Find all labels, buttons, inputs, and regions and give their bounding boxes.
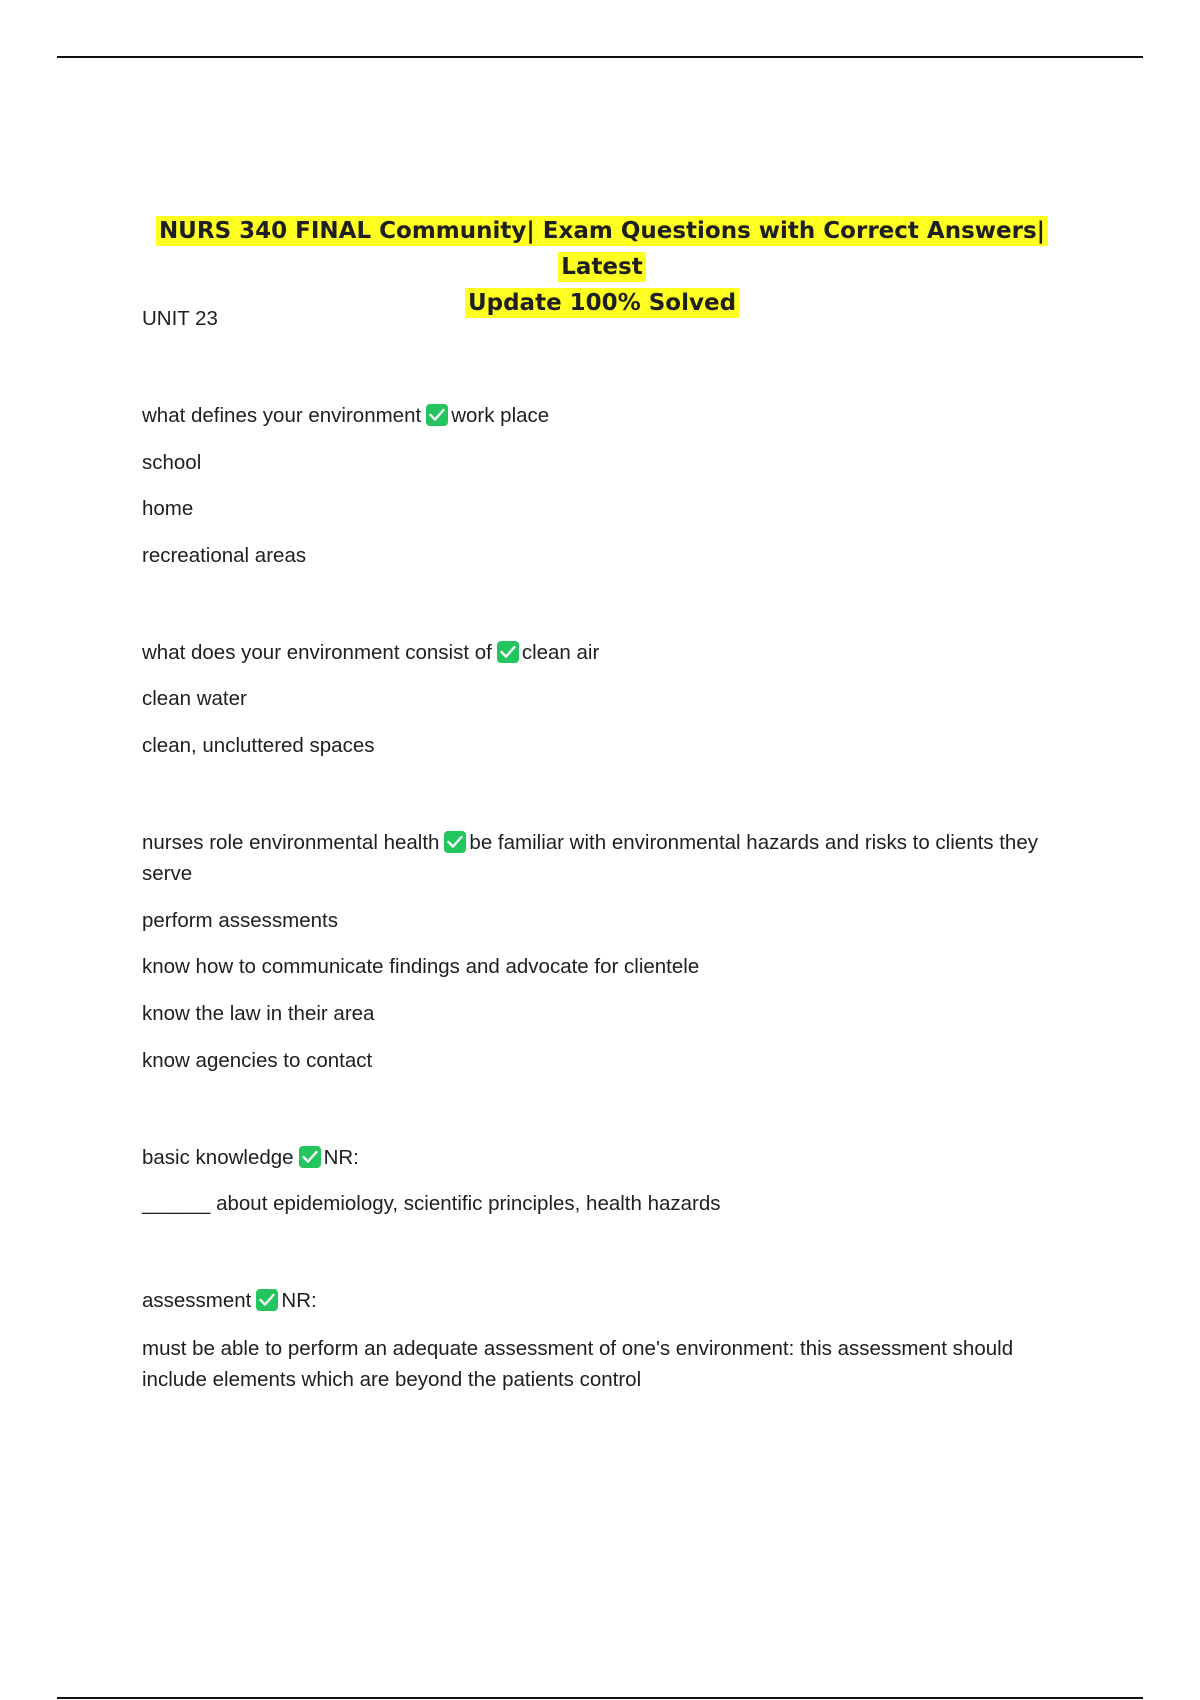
- answer-line: recreational areas: [142, 544, 307, 567]
- answer-text: be familiar with environmental hazards and risks to clients they serve: [142, 831, 1038, 885]
- answer-line: clean, uncluttered spaces: [142, 734, 375, 757]
- question-block-4: [142, 1142, 1072, 1173]
- check-mark-icon: [426, 404, 448, 426]
- check-mark-icon: [299, 1146, 321, 1168]
- question-block-5: [142, 1285, 1072, 1316]
- question-text: what defines your environment: [142, 404, 422, 427]
- question-text: what does your environment consist of: [142, 641, 492, 664]
- title-line-1: NURS 340 FINAL Community| Exam Questions with Correct Answers| Latest: [156, 216, 1048, 282]
- check-mark-icon: [256, 1289, 278, 1311]
- answer-line: school: [142, 451, 202, 474]
- footer-rule: [57, 1697, 1143, 1699]
- answer-line: know how to communicate findings and advocate for clientele: [142, 955, 700, 978]
- answer-line: perform assessments: [142, 909, 338, 932]
- answer-line: must be able to perform an adequate assessment of one's environment: this assessment should include elements which are beyond the patients control: [142, 1337, 1014, 1391]
- question-text: nurses role environmental health: [142, 831, 440, 854]
- question-text: basic knowledge: [142, 1146, 294, 1169]
- check-mark-icon: [444, 831, 466, 853]
- question-block-1: [142, 400, 1072, 431]
- answer-text: NR:: [281, 1289, 317, 1312]
- title-line-2: Update 100% Solved: [465, 288, 739, 318]
- answer-line: know agencies to contact: [142, 1049, 373, 1072]
- answer-text: work place: [451, 404, 550, 427]
- answer-line: clean water: [142, 687, 247, 710]
- header-rule: [57, 56, 1143, 58]
- question-block-3: [142, 827, 1072, 889]
- answer-line: home: [142, 497, 194, 520]
- unit-heading: UNIT 23: [142, 307, 218, 330]
- answer-line: know the law in their area: [142, 1002, 375, 1025]
- question-text: assessment: [142, 1289, 252, 1312]
- check-mark-icon: [497, 641, 519, 663]
- answer-text: clean air: [521, 641, 600, 664]
- answer-line: ______ about epidemiology, scientific principles, health hazards: [142, 1192, 721, 1215]
- question-block-2: [142, 637, 1072, 668]
- answer-text: NR:: [323, 1146, 359, 1169]
